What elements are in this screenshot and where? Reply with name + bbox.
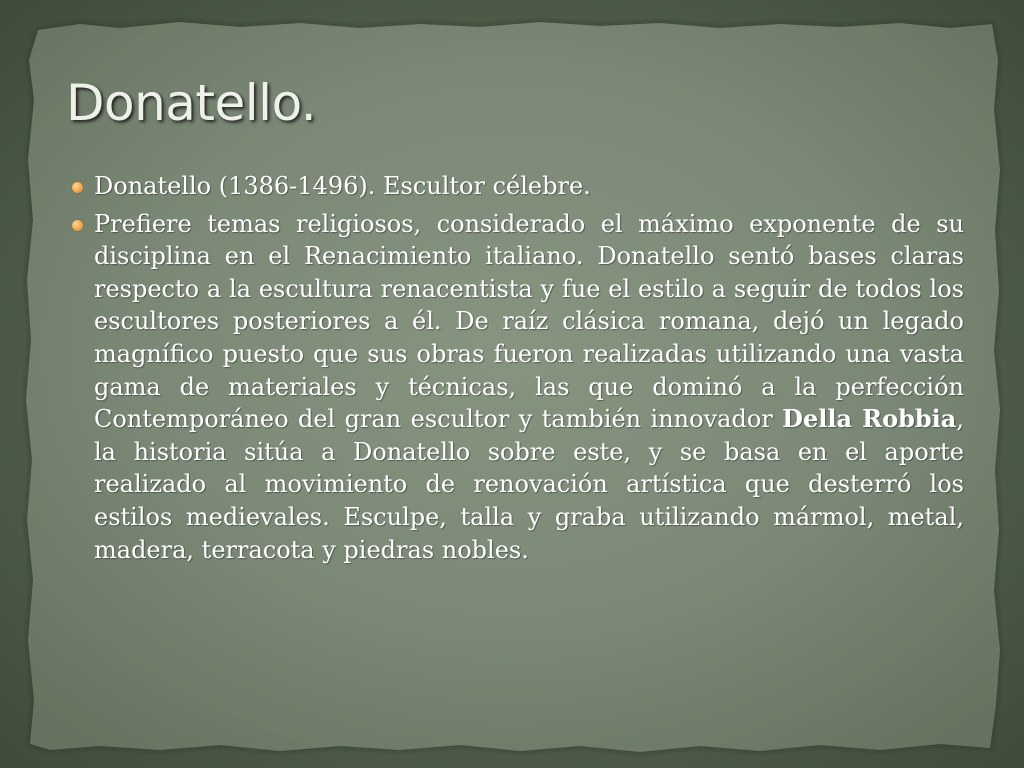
bullet-text-start: Prefiere temas religiosos, considerado el máximo exponente de su disciplina en el Renacimiento italiano. Donatello sentó bases claras respecto a la escultura renacentista y fue el estilo a seguir de todos los escultores posteriores a él. De raíz clásica romana, dejó un legado magnífico puesto que sus obras fueron realizadas utilizando una vasta gama de materiales y técnicas, las que dominó a la perfección Contemporáneo del gran escultor y también innovador xyxy=(94,209,964,434)
bullet-item xyxy=(72,170,964,203)
bullet-dot-icon xyxy=(72,182,83,193)
bullet-text: Donatello (1386-1496). Escultor célebre. xyxy=(94,172,591,200)
bullet-text-end: , la historia sitúa a Donatello sobre este, y se basa en el aporte realizado al movimiento de renovación artística que desterró los estilos medievales. Esculpe, talla y graba utilizando mármol, metal, madera, terracota y piedras nobles. xyxy=(94,405,964,564)
bullet-dot-icon xyxy=(72,220,83,231)
bullet-bold-name: Della Robbia xyxy=(782,404,957,434)
bullet-list xyxy=(72,170,964,571)
slide-title: Donatello. xyxy=(66,74,317,132)
bullet-item xyxy=(72,208,964,567)
